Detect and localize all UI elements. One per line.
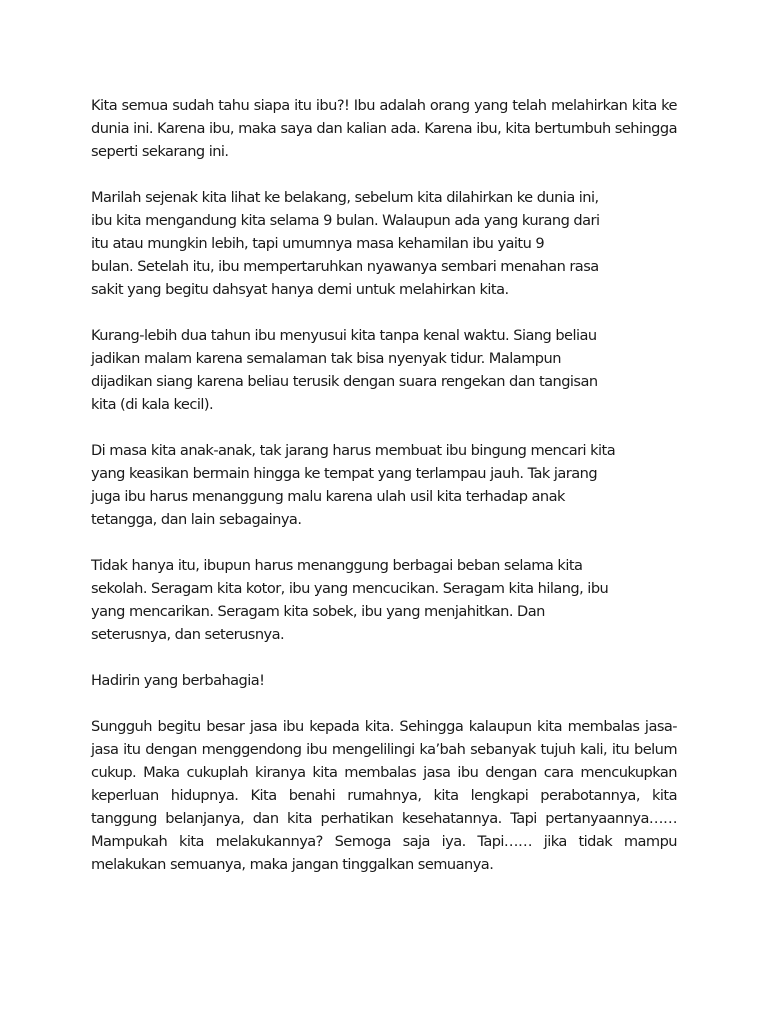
text-line: bulan. Setelah itu, ibu mempertaruhkan nyawanya sembari menahan rasa — [91, 258, 599, 275]
text-line: seterusnya, dan seterusnya. — [91, 626, 285, 643]
text-line: kita (di kala kecil). — [91, 396, 214, 413]
paragraph-gap — [91, 646, 677, 669]
paragraph-gap — [91, 163, 677, 186]
text-line: Kurang-lebih dua tahun ibu menyusui kita tanpa kenal waktu. Siang beliau — [91, 327, 597, 344]
text-line: yang mencarikan. Seragam kita sobek, ibu yang menjahitkan. Dan — [91, 603, 545, 620]
text-line: Di masa kita anak-anak, tak jarang harus membuat ibu bingung mencari kita — [91, 442, 616, 459]
text-line: juga ibu harus menanggung malu karena ulah usil kita terhadap anak — [91, 488, 565, 505]
text-line: ibu kita mengandung kita selama 9 bulan. Walaupun ada yang kurang dari — [91, 212, 600, 229]
paragraph-intro: Kita semua sudah tahu siapa itu ibu?! Ibu adalah orang yang telah melahirkan kita ke dunia ini. Karena ibu, maka saya dan kalian ada. Karena ibu, kita bertumbuh sehingga seperti sekarang ini. — [91, 97, 677, 160]
paragraph-greeting — [91, 669, 677, 692]
text-line: jadikan malam karena semalaman tak bisa nyenyak tidur. Malampun — [91, 350, 561, 367]
text-line: yang keasikan bermain hingga ke tempat yang terlampau jauh. Tak jarang — [91, 465, 598, 482]
paragraph-conclusion: Sungguh begitu besar jasa ibu kepada kita. Sehingga kalaupun kita membalas jasa-jasa itu dengan menggendong ibu mengelilingi ka’bah sebanyak tujuh kali, itu belum cukup. Maka cukuplah kiranya kita membalas jasa ibu dengan cara mencukupkan keperluan hidupnya. Kita benahi rumahnya, kita lengkapi perabotannya, kita tanggung belanjanya, dan kita perhatikan kesehatannya. Tapi pertanyaannya…… Mampukah kita melakukannya? Semoga saja iya. Tapi…… jika tidak mampu melakukan semuanya, maka jangan tinggalkan semuanya. — [91, 718, 677, 873]
paragraph-childhood — [91, 439, 677, 531]
paragraph-nursing — [91, 324, 677, 416]
paragraph-gap — [91, 416, 677, 439]
paragraph-gap — [91, 692, 677, 715]
text-line: itu atau mungkin lebih, tapi umumnya masa kehamilan ibu yaitu 9 — [91, 235, 545, 252]
text-line: Hadirin yang berbahagia! — [91, 672, 265, 689]
document-page — [91, 94, 677, 876]
paragraph-pregnancy — [91, 186, 677, 301]
text-line: Tidak hanya itu, ibupun harus menanggung berbagai beban selama kita — [91, 557, 583, 574]
text-line: sakit yang begitu dahsyat hanya demi untuk melahirkan kita. — [91, 281, 509, 298]
text-line: tetangga, dan lain sebagainya. — [91, 511, 302, 528]
paragraph-school — [91, 554, 677, 646]
paragraph-gap — [91, 531, 677, 554]
text-line: dijadikan siang karena beliau terusik dengan suara rengekan dan tangisan — [91, 373, 598, 390]
paragraph-gap — [91, 301, 677, 324]
text-line: Marilah sejenak kita lihat ke belakang, sebelum kita dilahirkan ke dunia ini, — [91, 189, 599, 206]
text-line: sekolah. Seragam kita kotor, ibu yang mencucikan. Seragam kita hilang, ibu — [91, 580, 609, 597]
